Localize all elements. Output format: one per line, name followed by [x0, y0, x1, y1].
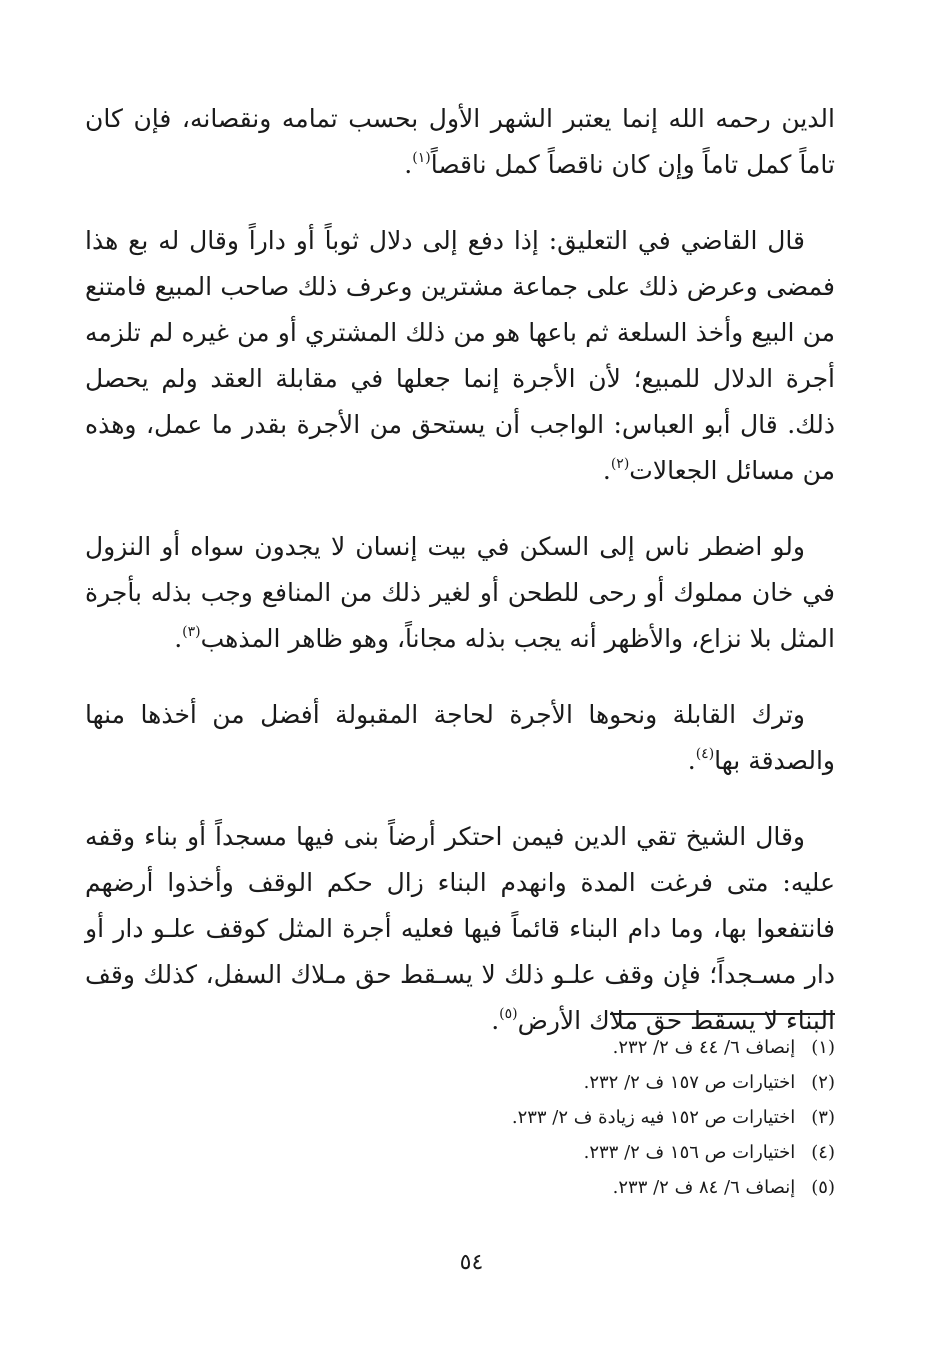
paragraph-end: . — [602, 456, 611, 485]
footnote-ref: (٤) — [695, 746, 715, 762]
paragraph-text: ولو اضطر ناس إلى السكن في بيت إنسان لا يجدون سواه أو النزول في خان مملوك أو رحى للطحن أو لغير ذلك من المنافع وجب بذله بأجرة المثل بلا نزاع، والأظهر أنه يجب بذله مجاناً، وهو ظاهر المذهب — [85, 532, 835, 653]
footnote-item — [415, 1065, 835, 1100]
footnotes — [415, 1030, 835, 1205]
paragraph-text: وترك القابلة ونحوها الأجرة لحاجة المقبولة أفضل من أخذها منها والصدقة بها — [85, 700, 835, 775]
footnote-ref: (٢) — [610, 456, 630, 472]
footnote-separator — [610, 1013, 835, 1015]
paragraph-end: . — [687, 746, 696, 775]
footnote-text: اختيارات ص ١٥٢ فيه زيادة ف ٢/ ٢٣٣. — [511, 1107, 796, 1128]
footnote-item — [415, 1170, 835, 1205]
paragraph — [85, 524, 835, 662]
paragraph-text: الدين رحمه الله إنما يعتبر الشهر الأول بحسب تمامه ونقصانه، فإن كان تاماً كمل تاماً وإن كان ناقصاً كمل ناقصاً — [85, 104, 835, 179]
footnote-number: (٥) — [811, 1177, 835, 1198]
footnote-number: (٣) — [811, 1107, 835, 1128]
paragraph-text: قال القاضي في التعليق: إذا دفع إلى دلال ثوباً أو داراً وقال له بع هذا فمضى وعرض ذلك على جماعة مشترين وعرف ذلك صاحب المبيع فامتنع من البيع وأخذ السلعة ثم باعها هو من ذلك المشتري أو من غيره لم تلزمه أجرة الدلال للمبيع؛ لأن الأجرة إنما جعلها في مقابلة العقد ولم يحصل ذلك. قال أبو العباس: الواجب أن يستحق من الأجرة بقدر ما عمل، وهذه من مسائل الجعالات — [85, 226, 835, 485]
footnote-text: إنصاف ٦/ ٨٤ ف ٢/ ٢٣٣. — [612, 1177, 796, 1198]
footnote-item — [415, 1135, 835, 1170]
footnote-item — [415, 1100, 835, 1135]
page-number: ٥٤ — [459, 1250, 484, 1275]
footnote-text: اختيارات ص ١٥٦ ف ٢/ ٢٣٣. — [583, 1142, 796, 1163]
footnote-text: إنصاف ٦/ ٤٤ ف ٢/ ٢٣٢. — [612, 1037, 796, 1058]
paragraph — [85, 218, 835, 494]
paragraph-end: . — [404, 150, 413, 179]
footnote-ref: (١) — [412, 150, 431, 166]
paragraph — [85, 814, 835, 1044]
footnote-number: (٢) — [811, 1072, 835, 1093]
paragraph — [85, 96, 835, 188]
footnote-text: اختيارات ص ١٥٧ ف ٢/ ٢٣٢. — [583, 1072, 796, 1093]
paragraph-end: . — [174, 624, 183, 653]
footnote-ref: (٣) — [182, 624, 201, 640]
paragraph — [85, 692, 835, 784]
footnote-ref: (٥) — [499, 1006, 518, 1022]
paragraph-text: وقال الشيخ تقي الدين فيمن احتكر أرضاً بنى فيها مسجداً أو بناء وقفه عليه: متى فرغت المدة وانهدم البناء زال حكم الوقف وأخذوا أرضهم فانتفعوا بها، وما دام البناء قائماً فيها فعليه أجرة المثل كوقف علـو دار أو دار مسـجداً؛ فإن وقف علـو ذلك لا يسـقط حق مـلاك السفل، كذلك وقف البناء لا يسقط حق ملاك الأرض — [85, 822, 835, 1035]
paragraph-end: . — [491, 1006, 500, 1035]
footnote-number: (٤) — [811, 1142, 835, 1163]
footnote-item — [415, 1030, 835, 1065]
main-text — [85, 96, 835, 1074]
footnote-number: (١) — [811, 1037, 835, 1058]
